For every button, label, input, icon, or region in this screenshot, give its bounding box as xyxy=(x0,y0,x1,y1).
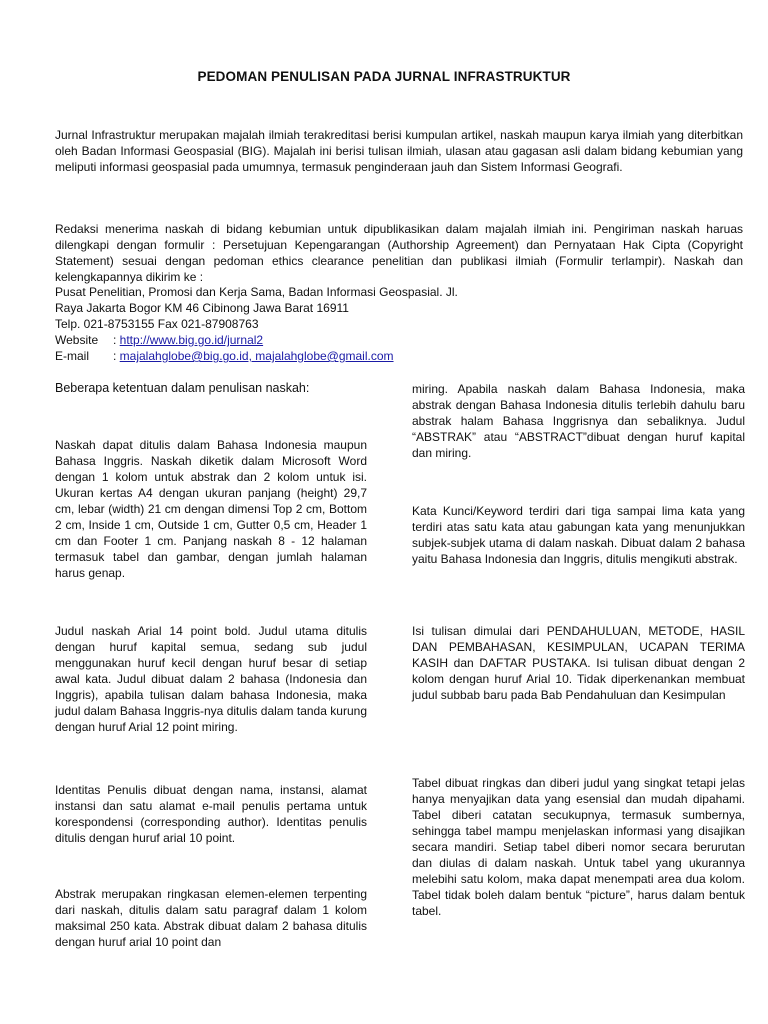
document-title: PEDOMAN PENULISAN PADA JURNAL INFRASTRUKTUR xyxy=(197,69,571,84)
website-line xyxy=(55,332,458,348)
email-line xyxy=(55,348,458,364)
paragraph-abstract: Abstrak merupakan ringkasan elemen-elemen terpenting dari naskah, ditulis dalam satu paragraf dalam 1 kolom maksimal 250 kata. Abstrak dibuat dalam 2 bahasa ditulis dengan huruf arial 10 point dan xyxy=(55,887,367,949)
paragraph-abstract-cont: miring. Apabila naskah dalam Bahasa Indonesia, maka abstrak dengan Bahasa Indonesia ditulis terlebih dahulu baru abstrak halam Bahasa Inggrisnya dan sebaliknya. Judul “ABSTRAK” atau “ABSTRACT”dibuat dengan huruf kapital dan miring. xyxy=(412,382,745,460)
paragraph-title: Judul naskah Arial 14 point bold. Judul utama ditulis dengan huruf kapital semua, sedang sub judul menggunakan huruf kecil dengan huruf besar di setiap awal kata. Judul dibuat dalam 2 bahasa (Indonesia dan Inggris), apabila tulisan dalam bahasa Indonesia, maka judul dalam Bahasa Inggris-nya ditulis dalam tanda kurung dengan huruf Arial 12 point miring. xyxy=(55,624,367,734)
paragraph-tables: Tabel dibuat ringkas dan diberi judul yang singkat tetapi jelas hanya menyajikan data yang esensial dan mudah dipahami. Tabel diberi catatan secukupnya, termasuk sumbernya, sehingga tabel mampu menjelaskan informasi yang disajikan secara mandiri. Setiap tabel diberi nomor secara berurutan dan diulas di dalam naskah. Untuk tabel yang ukurannya melebihi satu kolom, maka dapat menempati area dua kolom. Tabel tidak boleh dalam bentuk “picture”, harus dalam bentuk tabel. xyxy=(412,776,745,918)
paragraph-content: Isi tulisan dimulai dari PENDAHULUAN, METODE, HASIL DAN PEMBAHASAN, KESIMPULAN, UCAPAN TERIMA KASIH dan DAFTAR PUSTAKA. Isi tulisan dibuat dengan 2 kolom dengan huruf Arial 10. Tidak diperkenankan membuat judul subbab baru pada Bab Pendahuluan dan Kesimpulan xyxy=(412,624,745,702)
left-column-para-4 xyxy=(55,886,367,950)
website-sep: : xyxy=(113,333,120,347)
address-line-2: Raya Jakarta Bogor KM 46 Cibinong Jawa Barat 16911 xyxy=(55,301,349,315)
submission-paragraph: Redaksi menerima naskah di bidang kebumian untuk dipublikasikan dalam majalah ilmiah ini. Pengiriman naskah haruas dilengkapi dengan formulir : Persetujuan Kepengarangan (Authorship Agreement) dan Pernyataan Hak Cipta (Copyright Statement) sesuai dengan pedoman ethics clearance penelitian dan publikasi ilmiah (Formulir terlampir). Naskah dan kelengkapannya dikirim ke : xyxy=(55,222,743,284)
right-column-para-2 xyxy=(412,503,745,567)
left-column-para-1 xyxy=(55,437,367,581)
email-links[interactable]: majalahglobe@big.go.id, majalahglobe@gmail.com xyxy=(119,349,394,363)
paragraph-author-identity: Identitas Penulis dibuat dengan nama, instansi, alamat instansi dan satu alamat e-mail penulis pertama untuk korespondensi (corresponding author). Identitas penulis ditulis dengan huruf arial 10 point. xyxy=(55,783,367,845)
contact-block xyxy=(55,284,458,364)
paragraph-format: Naskah dapat ditulis dalam Bahasa Indonesia maupun Bahasa Inggris. Naskah diketik dalam Microsoft Word dengan 1 kolom untuk abstrak dan 2 kolom untuk isi. Ukuran kertas A4 dengan ukuran panjang (height) 29,7 cm, lebar (width) 21 cm dengan dimensi Top 2 cm, Bottom 2 cm, Inside 1 cm, Outside 1 cm, Gutter 0,5 cm, Header 1 cm dan Footer 1 cm. Panjang naskah 8 - 12 halaman termasuk tabel dan gambar, dengan jumlah halaman harus genap. xyxy=(55,438,367,580)
website-link[interactable]: http://www.big.go.id/jurnal2 xyxy=(119,333,264,347)
left-column-para-3 xyxy=(55,782,367,846)
email-sep: : xyxy=(113,349,120,363)
right-column-para-1 xyxy=(412,381,745,461)
address-line-1: Pusat Penelitian, Promosi dan Kerja Sama, Badan Informasi Geospasial. Jl. xyxy=(55,285,458,299)
intro-paragraph: Jurnal Infrastruktur merupakan majalah ilmiah terakreditasi berisi kumpulan artikel, naskah maupun karya ilmiah yang diterbitkan oleh Badan Informasi Geospasial (BIG). Majalah ini berisi tulisan ilmiah, ulasan atau gagasan asli dalam bidang kebumian yang meliputi informasi geospasial pada umumnya, termasuk penginderaan jauh dan Sistem Informasi Geografi. xyxy=(55,128,743,174)
right-column-para-4 xyxy=(412,775,745,919)
guidelines-heading: Beberapa ketentuan dalam penulisan naskah: xyxy=(55,381,310,395)
paragraph-keywords: Kata Kunci/Keyword terdiri dari tiga sampai lima kata yang terdiri atas satu kata atau gabungan kata yang menunjukkan subjek-subjek utama di dalam naskah. Dibuat dalam 2 bahasa yaitu Bahasa Indonesia dan Inggris, ditulis mengikuti abstrak. xyxy=(412,504,745,566)
phone-line: Telp. 021-8753155 Fax 021-87908763 xyxy=(55,317,259,331)
website-label: Website xyxy=(55,333,99,347)
email-label: E-mail xyxy=(55,349,90,363)
right-column-para-3 xyxy=(412,623,745,703)
left-column-heading-wrap xyxy=(55,380,367,396)
left-column-para-2 xyxy=(55,623,367,735)
